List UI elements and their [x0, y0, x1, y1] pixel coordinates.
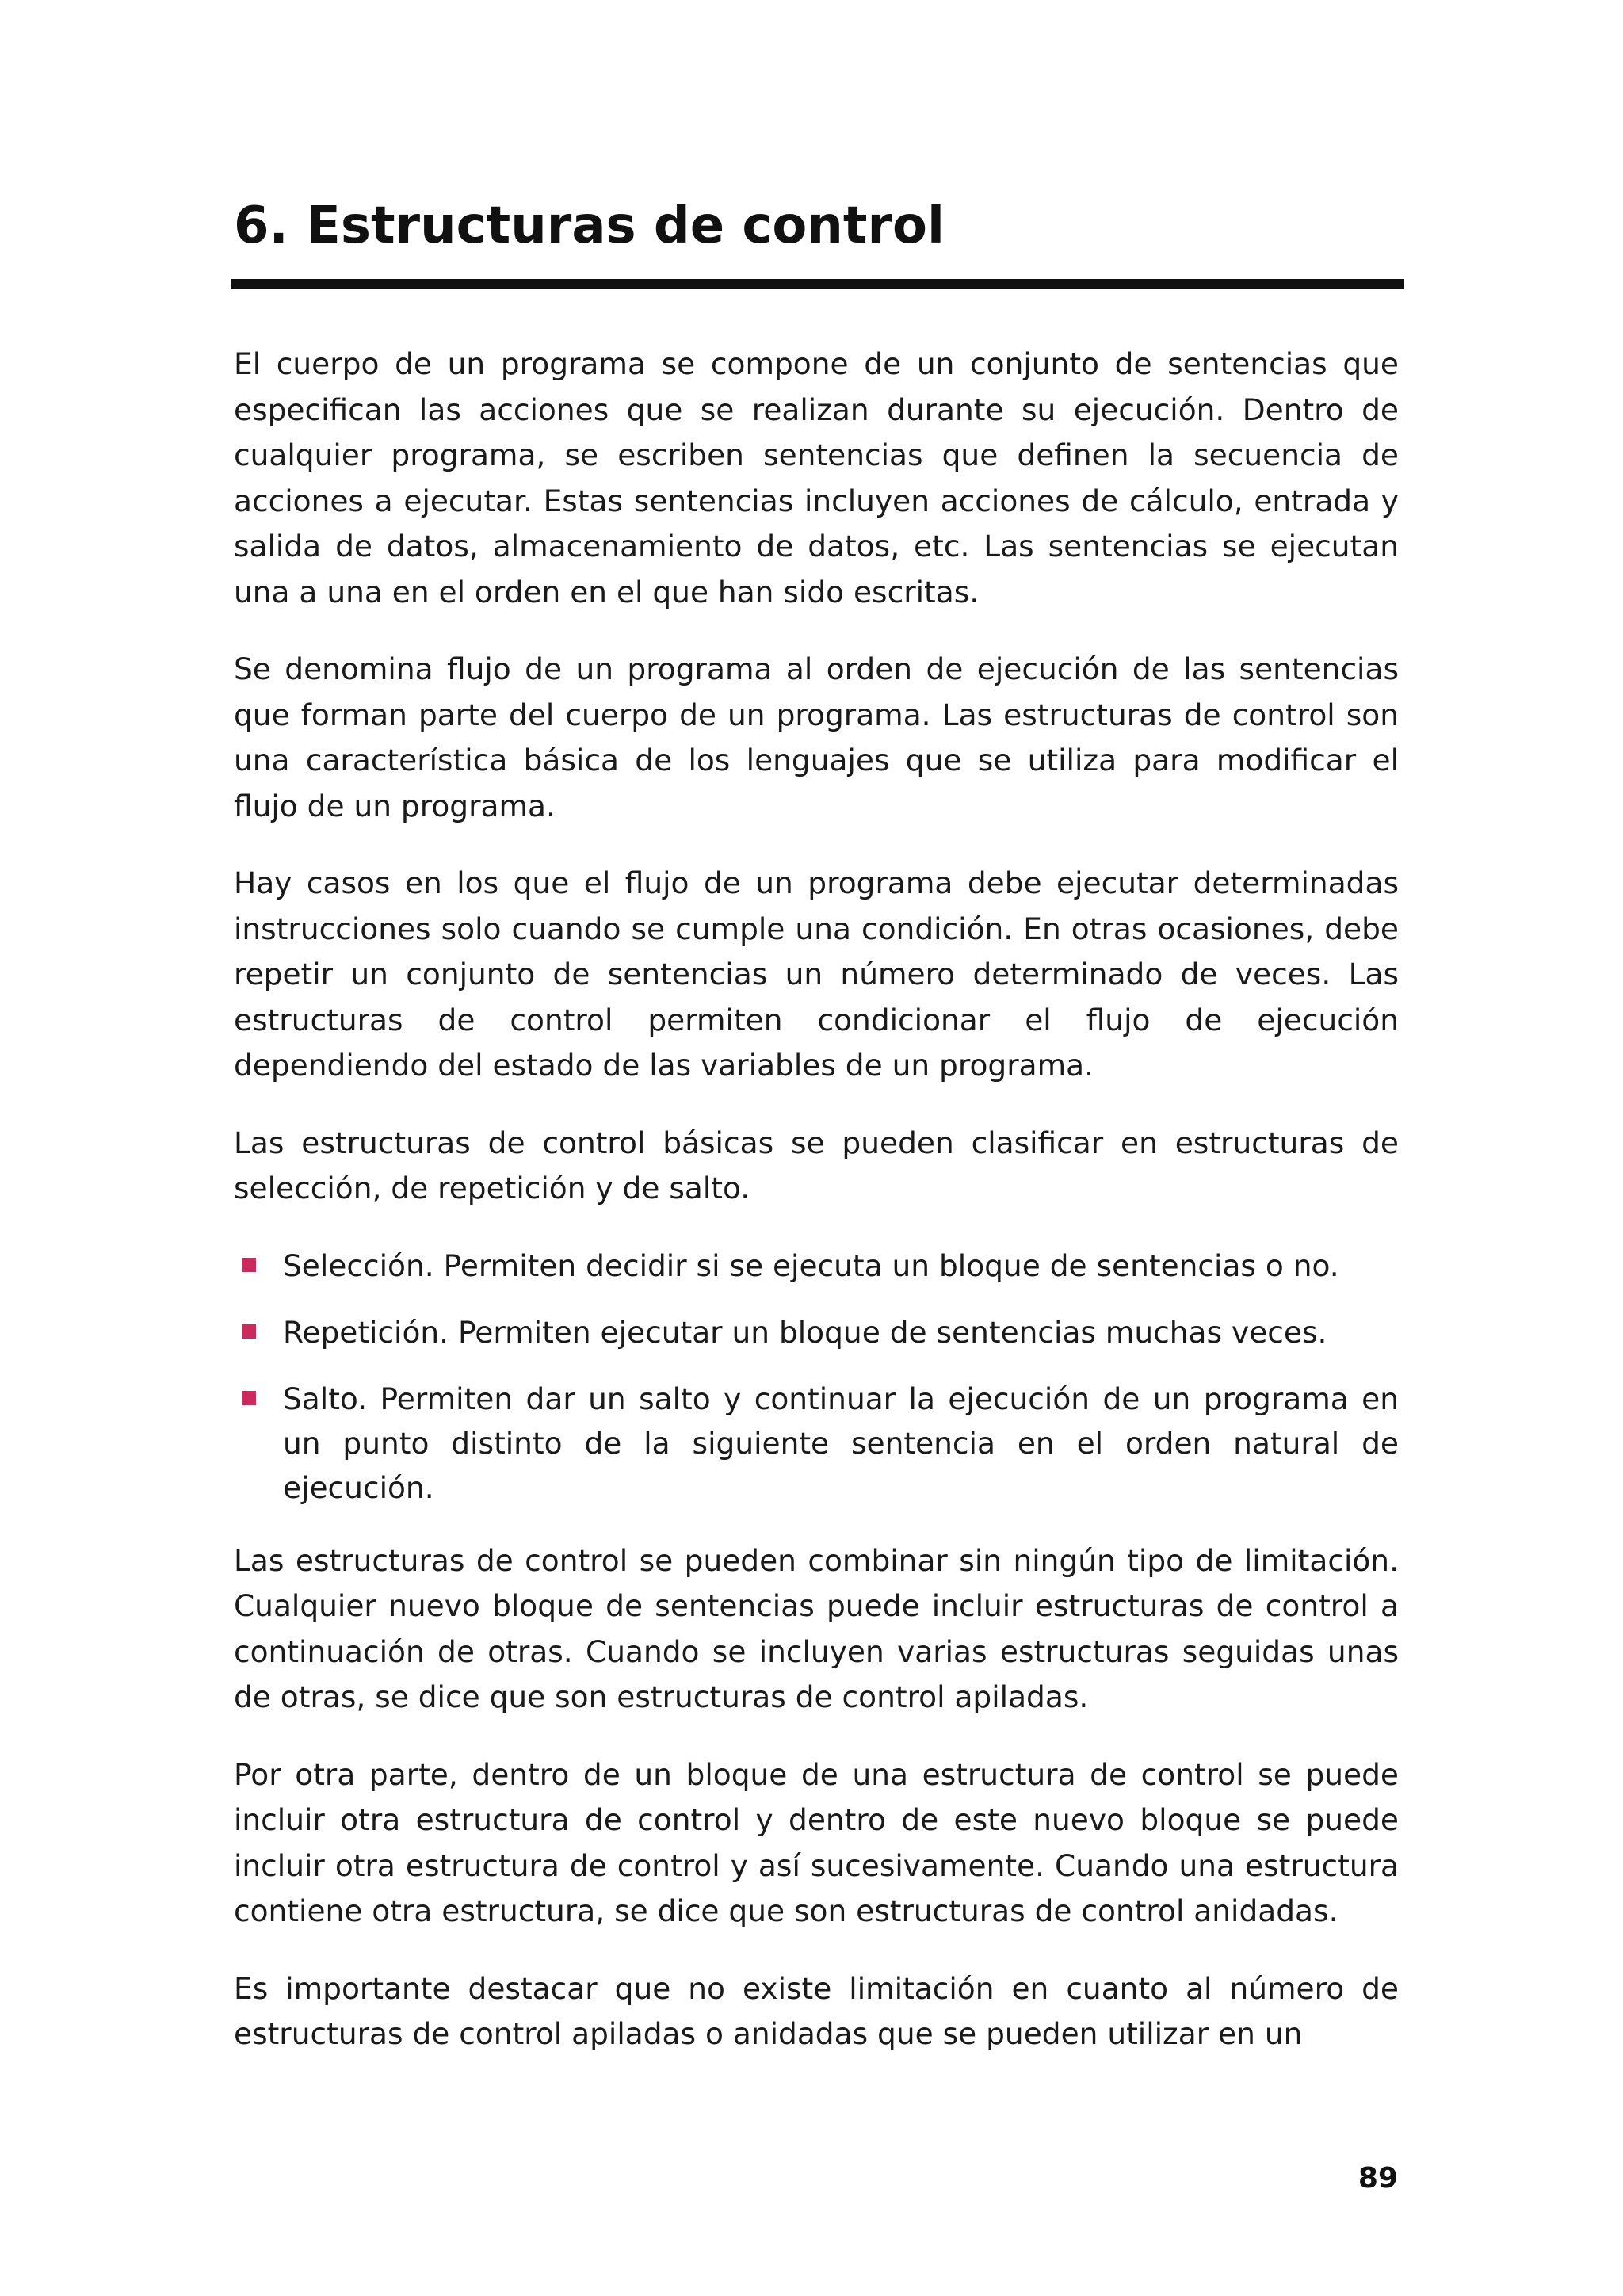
- bullet-text: Repetición. Permiten ejecutar un bloque de sentencias muchas veces.: [283, 1314, 1327, 1350]
- chapter-title: 6. Estructuras de control: [234, 197, 945, 255]
- paragraph: Se denomina flujo de un programa al orden de ejecución de las sentencias que forman parte del cuerpo de un programa. Las estructuras de control son una característica básica de los lenguajes que se utiliza para modificar el flujo de un programa.: [234, 651, 1399, 823]
- paragraph: El cuerpo de un programa se compone de un conjunto de sentencias que especifican las acciones que se realizan durante su ejecución. Dentro de cualquier programa, se escriben sentencias que definen la secuencia de acciones a ejecutar. Estas sentencias incluyen acciones de cálculo, entrada y salida de datos, almacenamiento de datos, etc. Las sentencias se ejecutan una a una en el orden en el que han sido escritas.: [234, 346, 1399, 609]
- bullet-text: Selección. Permiten decidir si se ejecuta un bloque de sentencias o no.: [283, 1247, 1339, 1283]
- title-underline-rule: [231, 279, 1404, 289]
- paragraph: Es importante destacar que no existe limitación en cuanto al número de estructuras de control apiladas o anidadas que se pueden utilizar en un: [234, 1970, 1399, 2051]
- bullet-item: [234, 1244, 1399, 1288]
- bullet-item: [234, 1310, 1399, 1354]
- square-bullet-icon: [242, 1324, 256, 1339]
- square-bullet-icon: [242, 1258, 256, 1272]
- paragraph: Las estructuras de control se pueden combinar sin ningún tipo de limitación. Cualquier nuevo bloque de sentencias puede incluir estructuras de control a continuación de otras. Cuando se incluyen varias estructuras seguidas unas de otras, se dice que son estructuras de control apiladas.: [234, 1542, 1399, 1714]
- bullet-list: [234, 1244, 1399, 1510]
- paragraph: Hay casos en los que el flujo de un programa debe ejecutar determinadas instrucciones solo cuando se cumple una condición. En otras ocasiones, debe repetir un conjunto de sentencias un número determinado de veces. Las estructuras de control permiten condicionar el flujo de ejecución dependiendo del estado de las variables de un programa.: [234, 865, 1399, 1083]
- page-number: 89: [1358, 2162, 1398, 2195]
- paragraph: Las estructuras de control básicas se pueden clasificar en estructuras de selección, de repetición y de salto.: [234, 1125, 1399, 1205]
- paragraph: Por otra parte, dentro de un bloque de una estructura de control se puede incluir otra estructura de control y dentro de este nuevo bloque se puede incluir otra estructura de control y así sucesivamente. Cuando una estructura contiene otra estructura, se dice que son estructuras de control anidadas.: [234, 1756, 1399, 1928]
- square-bullet-icon: [242, 1391, 256, 1405]
- page-content: [234, 190, 1399, 2089]
- bullet-text: Salto. Permiten dar un salto y continuar la ejecución de un programa en un punto distinto de la siguiente sentencia en el orden natural de ejecución.: [283, 1381, 1399, 1505]
- page-body: [234, 342, 1399, 2057]
- bullet-item: [234, 1377, 1399, 1510]
